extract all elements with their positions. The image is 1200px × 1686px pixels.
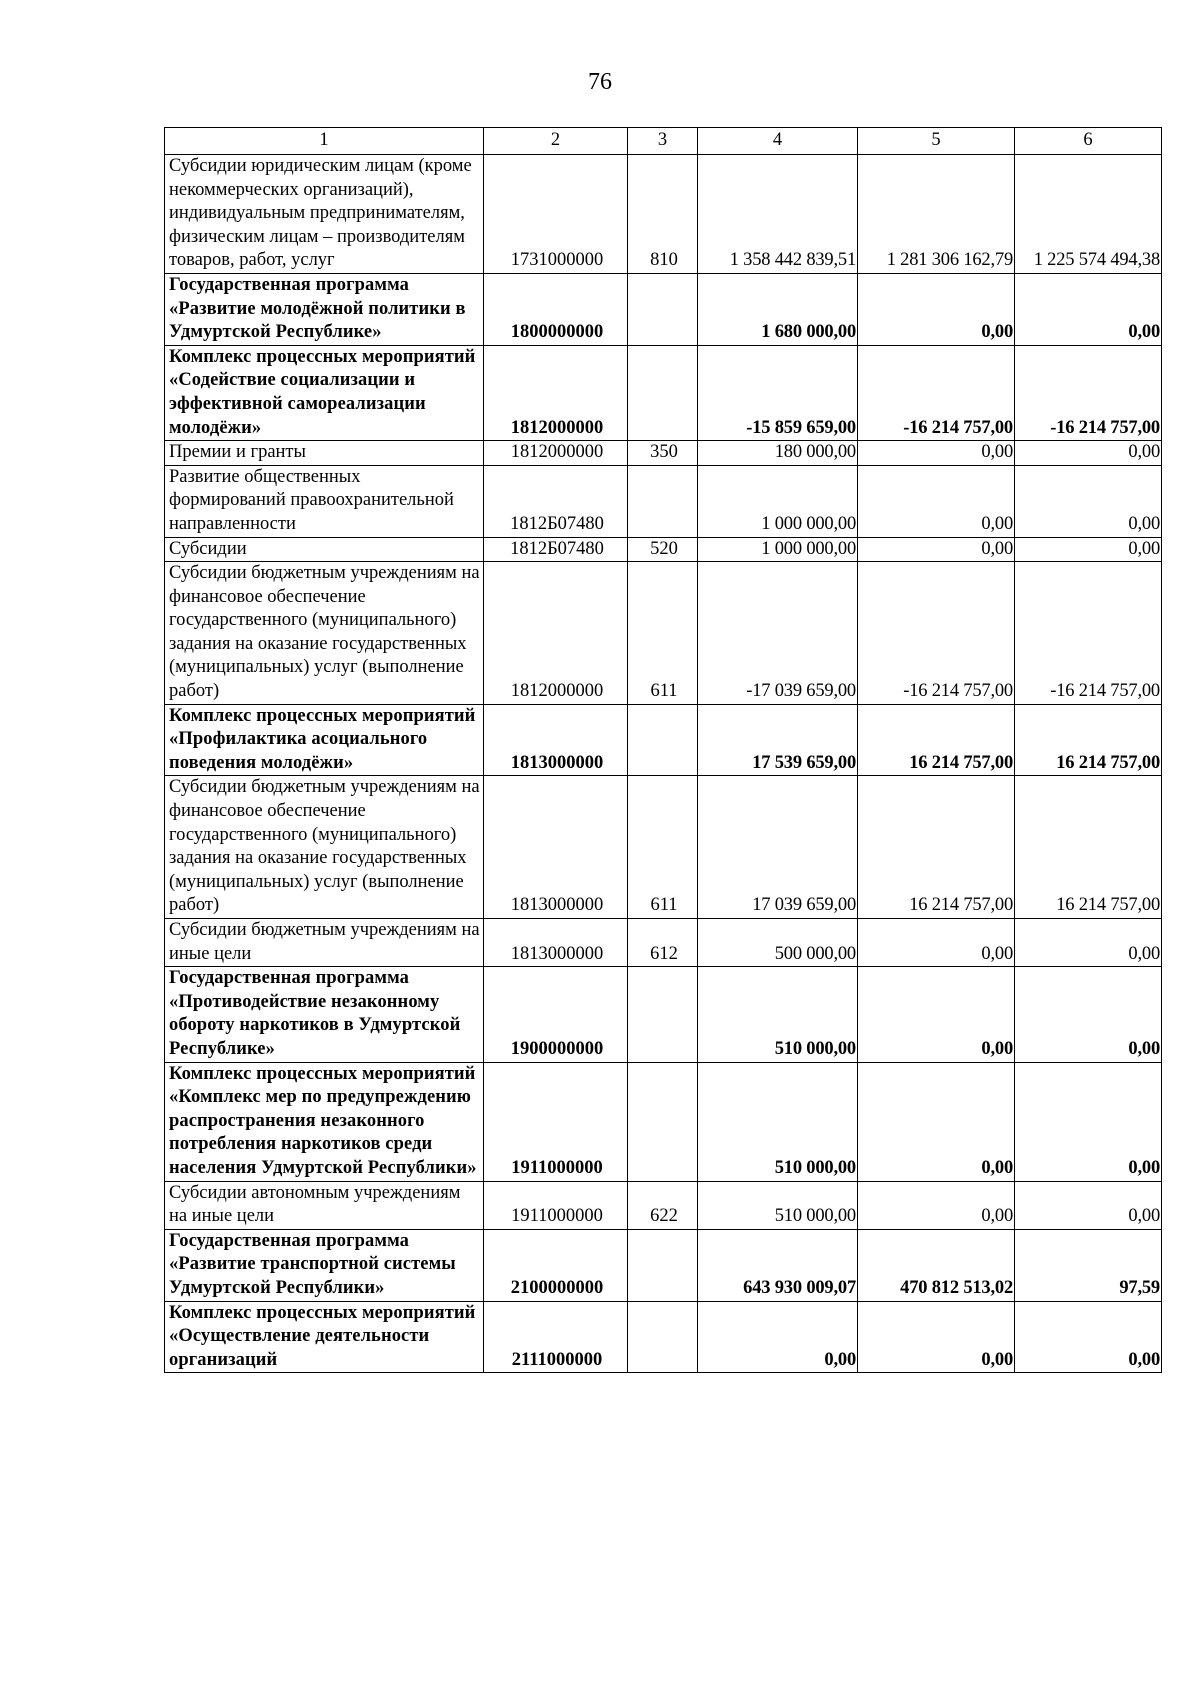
row-expense-type-cell — [628, 967, 698, 1062]
row-code-cell: 1812Б07480 — [484, 537, 628, 562]
table-row — [165, 704, 1162, 776]
row-amount-col6-cell: 0,00 — [1015, 465, 1162, 537]
row-amount-col4-cell: 500 000,00 — [698, 919, 858, 967]
column-header-6: 6 — [1015, 128, 1162, 155]
column-header-3: 3 — [628, 128, 698, 155]
row-code-cell: 2111000000 — [484, 1301, 628, 1373]
row-amount-col4-cell: 1 000 000,00 — [698, 465, 858, 537]
row-expense-type-cell — [628, 1062, 698, 1181]
column-header-4: 4 — [698, 128, 858, 155]
row-amount-col5-cell: 0,00 — [858, 1301, 1015, 1373]
row-name-cell: Субсидии бюджетным учреждениям на финансовое обеспечение государственного (муниципального) задания на оказание государственных (муниципальных) услуг (выполнение работ) — [165, 562, 484, 705]
row-amount-col6-cell: 0,00 — [1015, 273, 1162, 345]
row-code-cell: 1800000000 — [484, 273, 628, 345]
row-amount-col5-cell: 16 214 757,00 — [858, 776, 1015, 919]
budget-table — [164, 127, 1162, 1373]
row-expense-type-cell: 622 — [628, 1181, 698, 1229]
table-row — [165, 919, 1162, 967]
row-name-cell: Субсидии юридическим лицам (кроме некоммерческих организаций), индивидуальным предпринимателям, физическим лицам – производителям товаров, работ, услуг — [165, 155, 484, 274]
table-row — [165, 1062, 1162, 1181]
table-row — [165, 1181, 1162, 1229]
row-amount-col5-cell: 0,00 — [858, 441, 1015, 466]
row-expense-type-cell: 350 — [628, 441, 698, 466]
row-amount-col4-cell: 1 000 000,00 — [698, 537, 858, 562]
row-expense-type-cell: 810 — [628, 155, 698, 274]
row-name-cell: Субсидии бюджетным учреждениям на финансовое обеспечение государственного (муниципального) задания на оказание государственных (муниципальных) услуг (выполнение работ) — [165, 776, 484, 919]
column-header-5: 5 — [858, 128, 1015, 155]
row-amount-col6-cell: 0,00 — [1015, 537, 1162, 562]
row-expense-type-cell: 611 — [628, 562, 698, 705]
table-row — [165, 967, 1162, 1062]
table-row — [165, 1229, 1162, 1301]
row-code-cell: 1911000000 — [484, 1181, 628, 1229]
row-expense-type-cell: 611 — [628, 776, 698, 919]
row-amount-col5-cell: 470 812 513,02 — [858, 1229, 1015, 1301]
row-expense-type-cell — [628, 1229, 698, 1301]
table-row — [165, 776, 1162, 919]
row-code-cell: 1812Б07480 — [484, 465, 628, 537]
page-number: 76 — [588, 69, 612, 95]
row-name-cell: Развитие общественных формирований правоохранительной направленности — [165, 465, 484, 537]
row-code-cell: 2100000000 — [484, 1229, 628, 1301]
row-name-cell: Государственная программа «Противодействие незаконному обороту наркотиков в Удмуртской Республике» — [165, 967, 484, 1062]
row-expense-type-cell: 612 — [628, 919, 698, 967]
column-header-2: 2 — [484, 128, 628, 155]
row-name-cell: Государственная программа «Развитие молодёжной политики в Удмуртской Республике» — [165, 273, 484, 345]
row-code-cell: 1731000000 — [484, 155, 628, 274]
row-code-cell: 1813000000 — [484, 776, 628, 919]
row-code-cell: 1900000000 — [484, 967, 628, 1062]
row-amount-col5-cell: 0,00 — [858, 919, 1015, 967]
row-expense-type-cell — [628, 465, 698, 537]
row-code-cell: 1812000000 — [484, 562, 628, 705]
row-amount-col4-cell: 643 930 009,07 — [698, 1229, 858, 1301]
row-amount-col4-cell: 17 039 659,00 — [698, 776, 858, 919]
row-amount-col4-cell: -15 859 659,00 — [698, 345, 858, 440]
row-amount-col6-cell: 16 214 757,00 — [1015, 704, 1162, 776]
row-amount-col4-cell: 0,00 — [698, 1301, 858, 1373]
row-code-cell: 1911000000 — [484, 1062, 628, 1181]
row-amount-col4-cell: 510 000,00 — [698, 1062, 858, 1181]
row-amount-col6-cell: 0,00 — [1015, 1181, 1162, 1229]
row-amount-col4-cell: -17 039 659,00 — [698, 562, 858, 705]
row-amount-col4-cell: 510 000,00 — [698, 967, 858, 1062]
row-amount-col4-cell: 17 539 659,00 — [698, 704, 858, 776]
row-expense-type-cell — [628, 1301, 698, 1373]
row-code-cell: 1813000000 — [484, 919, 628, 967]
row-amount-col6-cell: -16 214 757,00 — [1015, 562, 1162, 705]
row-amount-col5-cell: 16 214 757,00 — [858, 704, 1015, 776]
row-amount-col5-cell: -16 214 757,00 — [858, 345, 1015, 440]
row-amount-col6-cell: 0,00 — [1015, 1062, 1162, 1181]
row-amount-col6-cell: -16 214 757,00 — [1015, 345, 1162, 440]
row-name-cell: Субсидии автономным учреждениям на иные цели — [165, 1181, 484, 1229]
row-name-cell: Премии и гранты — [165, 441, 484, 466]
row-amount-col6-cell: 1 225 574 494,38 — [1015, 155, 1162, 274]
row-name-cell: Комплекс процессных мероприятий «Содействие социализации и эффективной самореализации молодёжи» — [165, 345, 484, 440]
row-amount-col5-cell: -16 214 757,00 — [858, 562, 1015, 705]
row-code-cell: 1812000000 — [484, 345, 628, 440]
column-header-1: 1 — [165, 128, 484, 155]
row-amount-col6-cell: 0,00 — [1015, 441, 1162, 466]
row-name-cell: Субсидии бюджетным учреждениям на иные цели — [165, 919, 484, 967]
row-amount-col5-cell: 0,00 — [858, 967, 1015, 1062]
table-row — [165, 345, 1162, 440]
row-amount-col5-cell: 1 281 306 162,79 — [858, 155, 1015, 274]
row-expense-type-cell — [628, 273, 698, 345]
row-name-cell: Комплекс процессных мероприятий «Осуществление деятельности организаций — [165, 1301, 484, 1373]
table-body — [165, 155, 1162, 1373]
table-row — [165, 1301, 1162, 1373]
row-code-cell: 1812000000 — [484, 441, 628, 466]
row-amount-col6-cell: 0,00 — [1015, 967, 1162, 1062]
row-amount-col5-cell: 0,00 — [858, 1062, 1015, 1181]
row-amount-col5-cell: 0,00 — [858, 537, 1015, 562]
row-amount-col5-cell: 0,00 — [858, 1181, 1015, 1229]
row-amount-col6-cell: 0,00 — [1015, 1301, 1162, 1373]
table-row — [165, 273, 1162, 345]
row-expense-type-cell: 520 — [628, 537, 698, 562]
row-amount-col5-cell: 0,00 — [858, 465, 1015, 537]
row-amount-col4-cell: 510 000,00 — [698, 1181, 858, 1229]
table-row — [165, 537, 1162, 562]
table-row — [165, 465, 1162, 537]
table-row — [165, 562, 1162, 705]
row-name-cell: Государственная программа «Развитие транспортной системы Удмуртской Республики» — [165, 1229, 484, 1301]
row-amount-col5-cell: 0,00 — [858, 273, 1015, 345]
row-amount-col4-cell: 180 000,00 — [698, 441, 858, 466]
row-amount-col6-cell: 16 214 757,00 — [1015, 776, 1162, 919]
row-amount-col6-cell: 0,00 — [1015, 919, 1162, 967]
table-row — [165, 155, 1162, 274]
table-header-row — [165, 128, 1162, 155]
row-expense-type-cell — [628, 704, 698, 776]
row-code-cell: 1813000000 — [484, 704, 628, 776]
row-amount-col4-cell: 1 358 442 839,51 — [698, 155, 858, 274]
table-row — [165, 441, 1162, 466]
row-name-cell: Комплекс процессных мероприятий «Профилактика асоциального поведения молодёжи» — [165, 704, 484, 776]
row-name-cell: Комплекс процессных мероприятий «Комплекс мер по предупреждению распространения незаконного потребления наркотиков среди населения Удмуртской Республики» — [165, 1062, 484, 1181]
row-expense-type-cell — [628, 345, 698, 440]
row-amount-col4-cell: 1 680 000,00 — [698, 273, 858, 345]
row-amount-col6-cell: 97,59 — [1015, 1229, 1162, 1301]
row-name-cell: Субсидии — [165, 537, 484, 562]
